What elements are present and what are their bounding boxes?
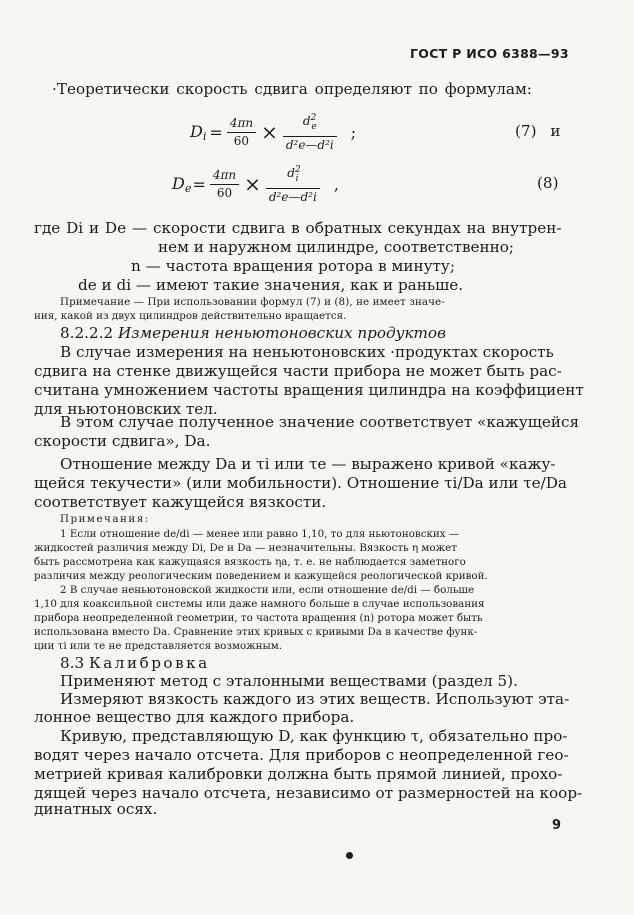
para-4-line-1: Применяют метод с эталонными веществами (раздел 5). bbox=[60, 672, 518, 690]
formula-8-lhs: $D_e$ bbox=[172, 173, 192, 195]
page-number: 9 bbox=[552, 818, 562, 833]
para-1-line-1: В случае измерения на неньютоновских ·продуктах скорость bbox=[60, 343, 554, 361]
para-4-line-3: лонное вещество для каждого прибора. bbox=[34, 708, 355, 726]
notes-2-line-7: прибора неопределенной геометрии, то частота вращения (n) ротора может быть bbox=[34, 612, 483, 624]
formula-7 bbox=[190, 108, 356, 156]
notes-2-line-3: быть рассмотрена как кажущаяся вязкость ηa, т. е. не наблюдается заметного bbox=[34, 556, 466, 568]
notes-2-line-5: 2 В случае неньютоновской жидкости или, если отношение de/di — больше bbox=[60, 584, 475, 596]
para-2-line-1: В этом случае полученное значение соответствует «кажущейся bbox=[60, 413, 580, 431]
para-3-line-1: Отношение между Da и τi или τe — выражено кривой «кажу- bbox=[60, 455, 556, 473]
formula-7-times: × bbox=[261, 120, 278, 144]
para-3-line-2: щейся текучести» (или мобильности). Отношение τi/Da или τe/Da bbox=[34, 474, 567, 492]
para-3-line-3: соответствует кажущейся вязкости. bbox=[34, 493, 327, 511]
notes-2-title: Примечания: bbox=[60, 513, 150, 525]
where-line-2: нем и наружном цилиндре, соответственно; bbox=[158, 238, 515, 256]
notes-2-line-4: различия между реологическим поведением и кажущейся реологической кривой. bbox=[34, 570, 488, 582]
notes-2-line-9: ции τi или τe не представляется возможным. bbox=[34, 640, 283, 652]
para-1-line-4: для ньютоновских тел. bbox=[34, 400, 218, 418]
standard-header: ГОСТ Р ИСО 6388—93 bbox=[410, 46, 569, 61]
para-5-line-2: водят через начало отсчета. Для приборов с неопределенной гео- bbox=[34, 746, 569, 764]
formula-8-times: × bbox=[244, 172, 261, 196]
formula-8-frac1: $\frac{4\pi n}{60}$ bbox=[210, 168, 239, 201]
para-5-line-5: динатных осях. bbox=[34, 800, 158, 818]
formula-7-eq: = bbox=[209, 122, 223, 142]
notes-2-line-1: 1 Если отношение de/di — менее или равно 1,10, то для ньютоновских — bbox=[60, 528, 460, 540]
para-1-line-3: считана умножением частоты вращения цилиндра на коэффициент bbox=[34, 381, 584, 399]
ink-dot bbox=[346, 852, 353, 859]
where-line-3: n — частота вращения ротора в минуту; bbox=[131, 257, 455, 275]
formula-7-number: (7) и bbox=[515, 122, 561, 140]
para-1-line-2: сдвига на стенке движущейся части прибора не может быть рас- bbox=[34, 362, 562, 380]
where-line-4: de и di — имеют такие значения, как и раньше. bbox=[78, 276, 464, 294]
formula-7-lhs: $D_i$ bbox=[190, 121, 207, 143]
formula-8-eq: = bbox=[192, 174, 206, 194]
section-8-3-heading: 8.3 Калибровка bbox=[60, 654, 210, 672]
para-5-line-4: дящей через начало отсчета, независимо от размерностей на коор- bbox=[34, 784, 583, 802]
intro-text: ·Теоретически скорость сдвига определяют по формулам: bbox=[52, 80, 532, 98]
para-2-line-2: скорости сдвига», Da. bbox=[34, 432, 211, 450]
formula-8-frac2: $\frac{d^2_i}{\text{d²e—d²i}}$ bbox=[266, 163, 320, 204]
formula-8-number: (8) bbox=[537, 174, 559, 192]
notes-2-line-2: жидкостей различия между Di, De и Da — незначительны. Вязкость η может bbox=[34, 542, 457, 554]
note-1-line-1: Примечание — При использовании формул (7) и (8), не имеет значе- bbox=[60, 296, 445, 308]
where-line-1: где Di и De — скорости сдвига в обратных секундах на внутрен- bbox=[34, 219, 562, 237]
notes-2-line-8: использована вместо Da. Сравнение этих кривых с кривыми Da в качестве функ- bbox=[34, 626, 478, 638]
section-8-2-2-2-heading: 8.2.2.2 Измерения неньютоновских продуктов bbox=[60, 324, 446, 342]
formula-7-frac1: $\frac{4\pi n}{60}$ bbox=[227, 116, 256, 149]
para-5-line-3: метрией кривая калибровки должна быть прямой линией, прохо- bbox=[34, 765, 563, 783]
para-4-line-2: Измеряют вязкость каждого из этих веществ. Используют эта- bbox=[60, 690, 570, 708]
para-5-line-1: Кривую, представляющую D, как функцию τ, обязательно про- bbox=[60, 727, 568, 745]
formula-8 bbox=[172, 160, 339, 208]
formula-7-frac2: $\frac{d^2_e}{\text{d²e—d²i}}$ bbox=[283, 111, 337, 152]
notes-2-line-6: 1,10 для коаксильной системы или даже намного больше в случае использования bbox=[34, 598, 485, 610]
formula-8-tail: , bbox=[333, 174, 339, 194]
formula-7-tail: ; bbox=[350, 122, 357, 142]
note-1-line-2: ния, какой из двух цилиндров действительно вращается. bbox=[34, 310, 347, 322]
